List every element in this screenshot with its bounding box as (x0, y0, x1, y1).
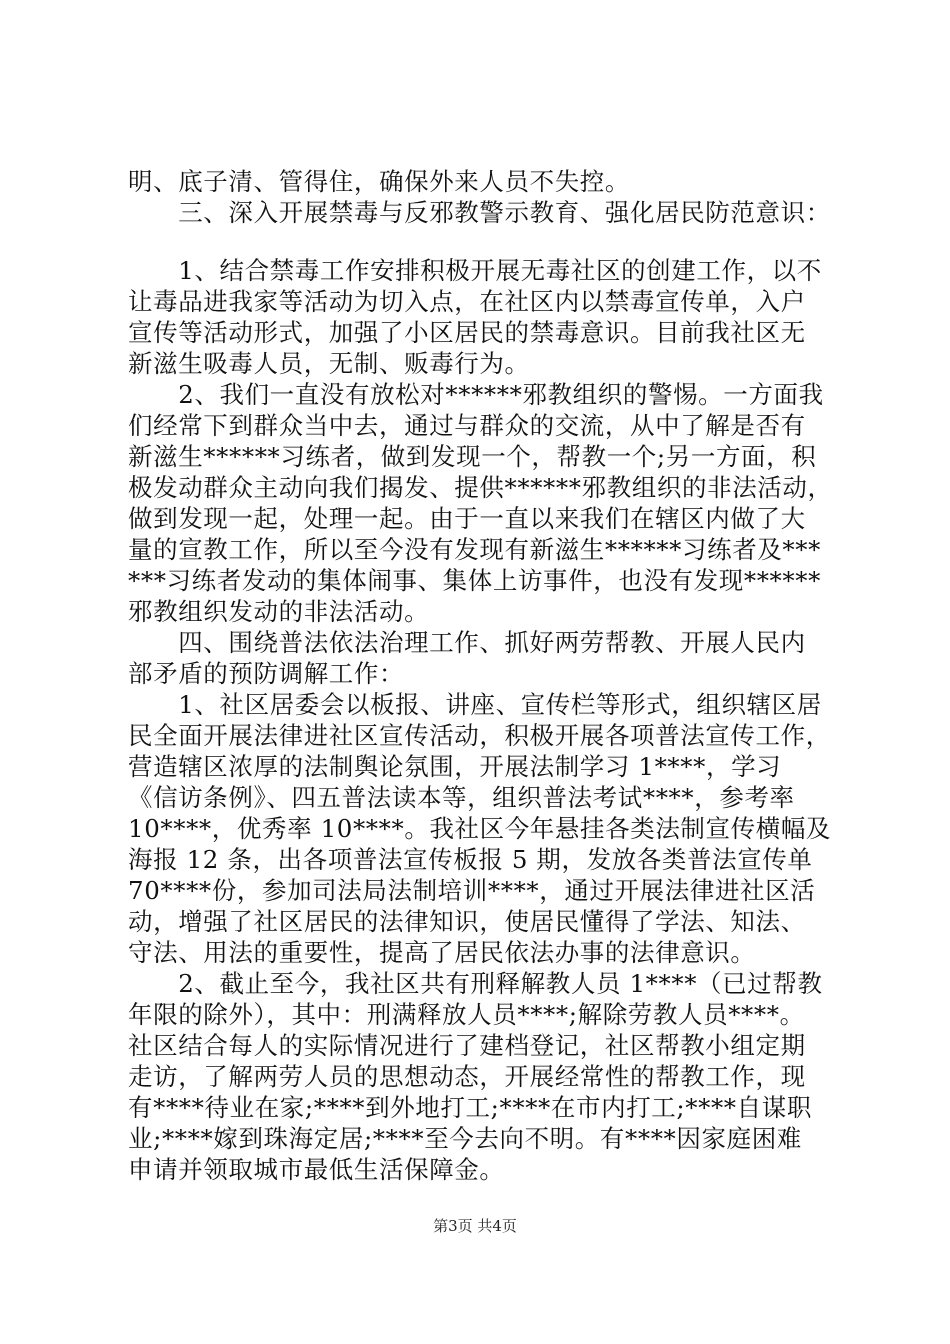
page-footer: 第3页 共4页 (433, 1217, 517, 1235)
body-text-line: 极发动群众主动向我们揭发、提供******邪教组织的非法活动， (128, 473, 833, 502)
body-text-line: 走访，了解两劳人员的思想动态，开展经常性的帮教工作，现 (128, 1062, 806, 1091)
body-text-line: 1、结合禁毒工作安排积极开展无毒社区的创建工作，以不 (128, 256, 822, 285)
body-text-line: 海报 12 条，出各项普法宣传板报 5 期，发放各类普法宣传单 (128, 845, 813, 874)
body-text-line: 量的宣教工作，所以至今没有发现有新滋生******习练者及*** (128, 535, 821, 564)
body-text-line: 新滋生吸毒人员，无制、贩毒行为。 (128, 349, 530, 378)
body-text-line: 守法、用法的重要性，提高了居民依法办事的法律意识。 (128, 938, 756, 967)
body-text-line: 三、深入开展禁毒与反邪教警示教育、强化居民防范意识： (128, 198, 831, 227)
body-text-line: 有****待业在家;****到外地打工;****在市内打工;****自谋职 (128, 1093, 812, 1122)
body-text-line: 部矛盾的预防调解工作： (128, 659, 405, 688)
body-text-line: ***习练者发动的集体闹事、集体上访事件，也没有发现****** (128, 566, 821, 595)
body-text-line: 新滋生******习练者，做到发现一个，帮教一个;另一方面，积 (128, 442, 817, 471)
body-text-line: 们经常下到群众当中去，通过与群众的交流，从中了解是否有 (128, 411, 806, 440)
body-text-line: 民全面开展法律进社区宣传活动，积极开展各项普法宣传工作， (128, 721, 831, 750)
body-text-line: 动，增强了社区居民的法律知识，使居民懂得了学法、知法、 (128, 907, 806, 936)
body-text-line: 业;****嫁到珠海定居;****至今去向不明。有****因家庭困难 (128, 1124, 802, 1153)
body-text-line: 让毒品进我家等活动为切入点，在社区内以禁毒宣传单，入户 (128, 287, 806, 316)
body-text-line: 宣传等活动形式，加强了小区居民的禁毒意识。目前我社区无 (128, 318, 806, 347)
body-text-line: 邪教组织发动的非法活动。 (128, 597, 430, 626)
body-text-line: 四、围绕普法依法治理工作、抓好两劳帮教、开展人民内 (128, 628, 806, 657)
paragraph-gap (128, 228, 850, 255)
body-text-line: 70****份，参加司法局法制培训****，通过开展法律进社区活 (128, 876, 816, 905)
body-text-line: 1、社区居委会以板报、讲座、宣传栏等形式，组织辖区居 (128, 690, 822, 719)
body-text-line: 做到发现一起，处理一起。由于一直以来我们在辖区内做了大 (128, 504, 806, 533)
body-text-line: 《信访条例》、四五普法读本等，组织普法考试****，参考率 (128, 783, 795, 812)
body-text-line: 明、底子清、管得住，确保外来人员不失控。 (128, 167, 630, 196)
body-text-line: 申请并领取城市最低生活保障金。 (128, 1155, 505, 1184)
body-text-line: 10****，优秀率 10****。我社区今年悬挂各类法制宣传横幅及 (128, 814, 832, 843)
body-text-line: 年限的除外），其中：刑满释放人员****;解除劳教人员****。 (128, 1000, 805, 1029)
body-text-line: 营造辖区浓厚的法制舆论氛围，开展法制学习 1****，学习 (128, 752, 782, 781)
body-text-line: 社区结合每人的实际情况进行了建档登记，社区帮教小组定期 (128, 1031, 806, 1060)
body-text-line: 2、我们一直没有放松对******邪教组织的警惕。一方面我 (128, 380, 824, 409)
document-body (128, 166, 850, 1185)
body-text-line: 2、截止至今，我社区共有刑释解教人员 1****（已过帮教 (128, 969, 823, 998)
